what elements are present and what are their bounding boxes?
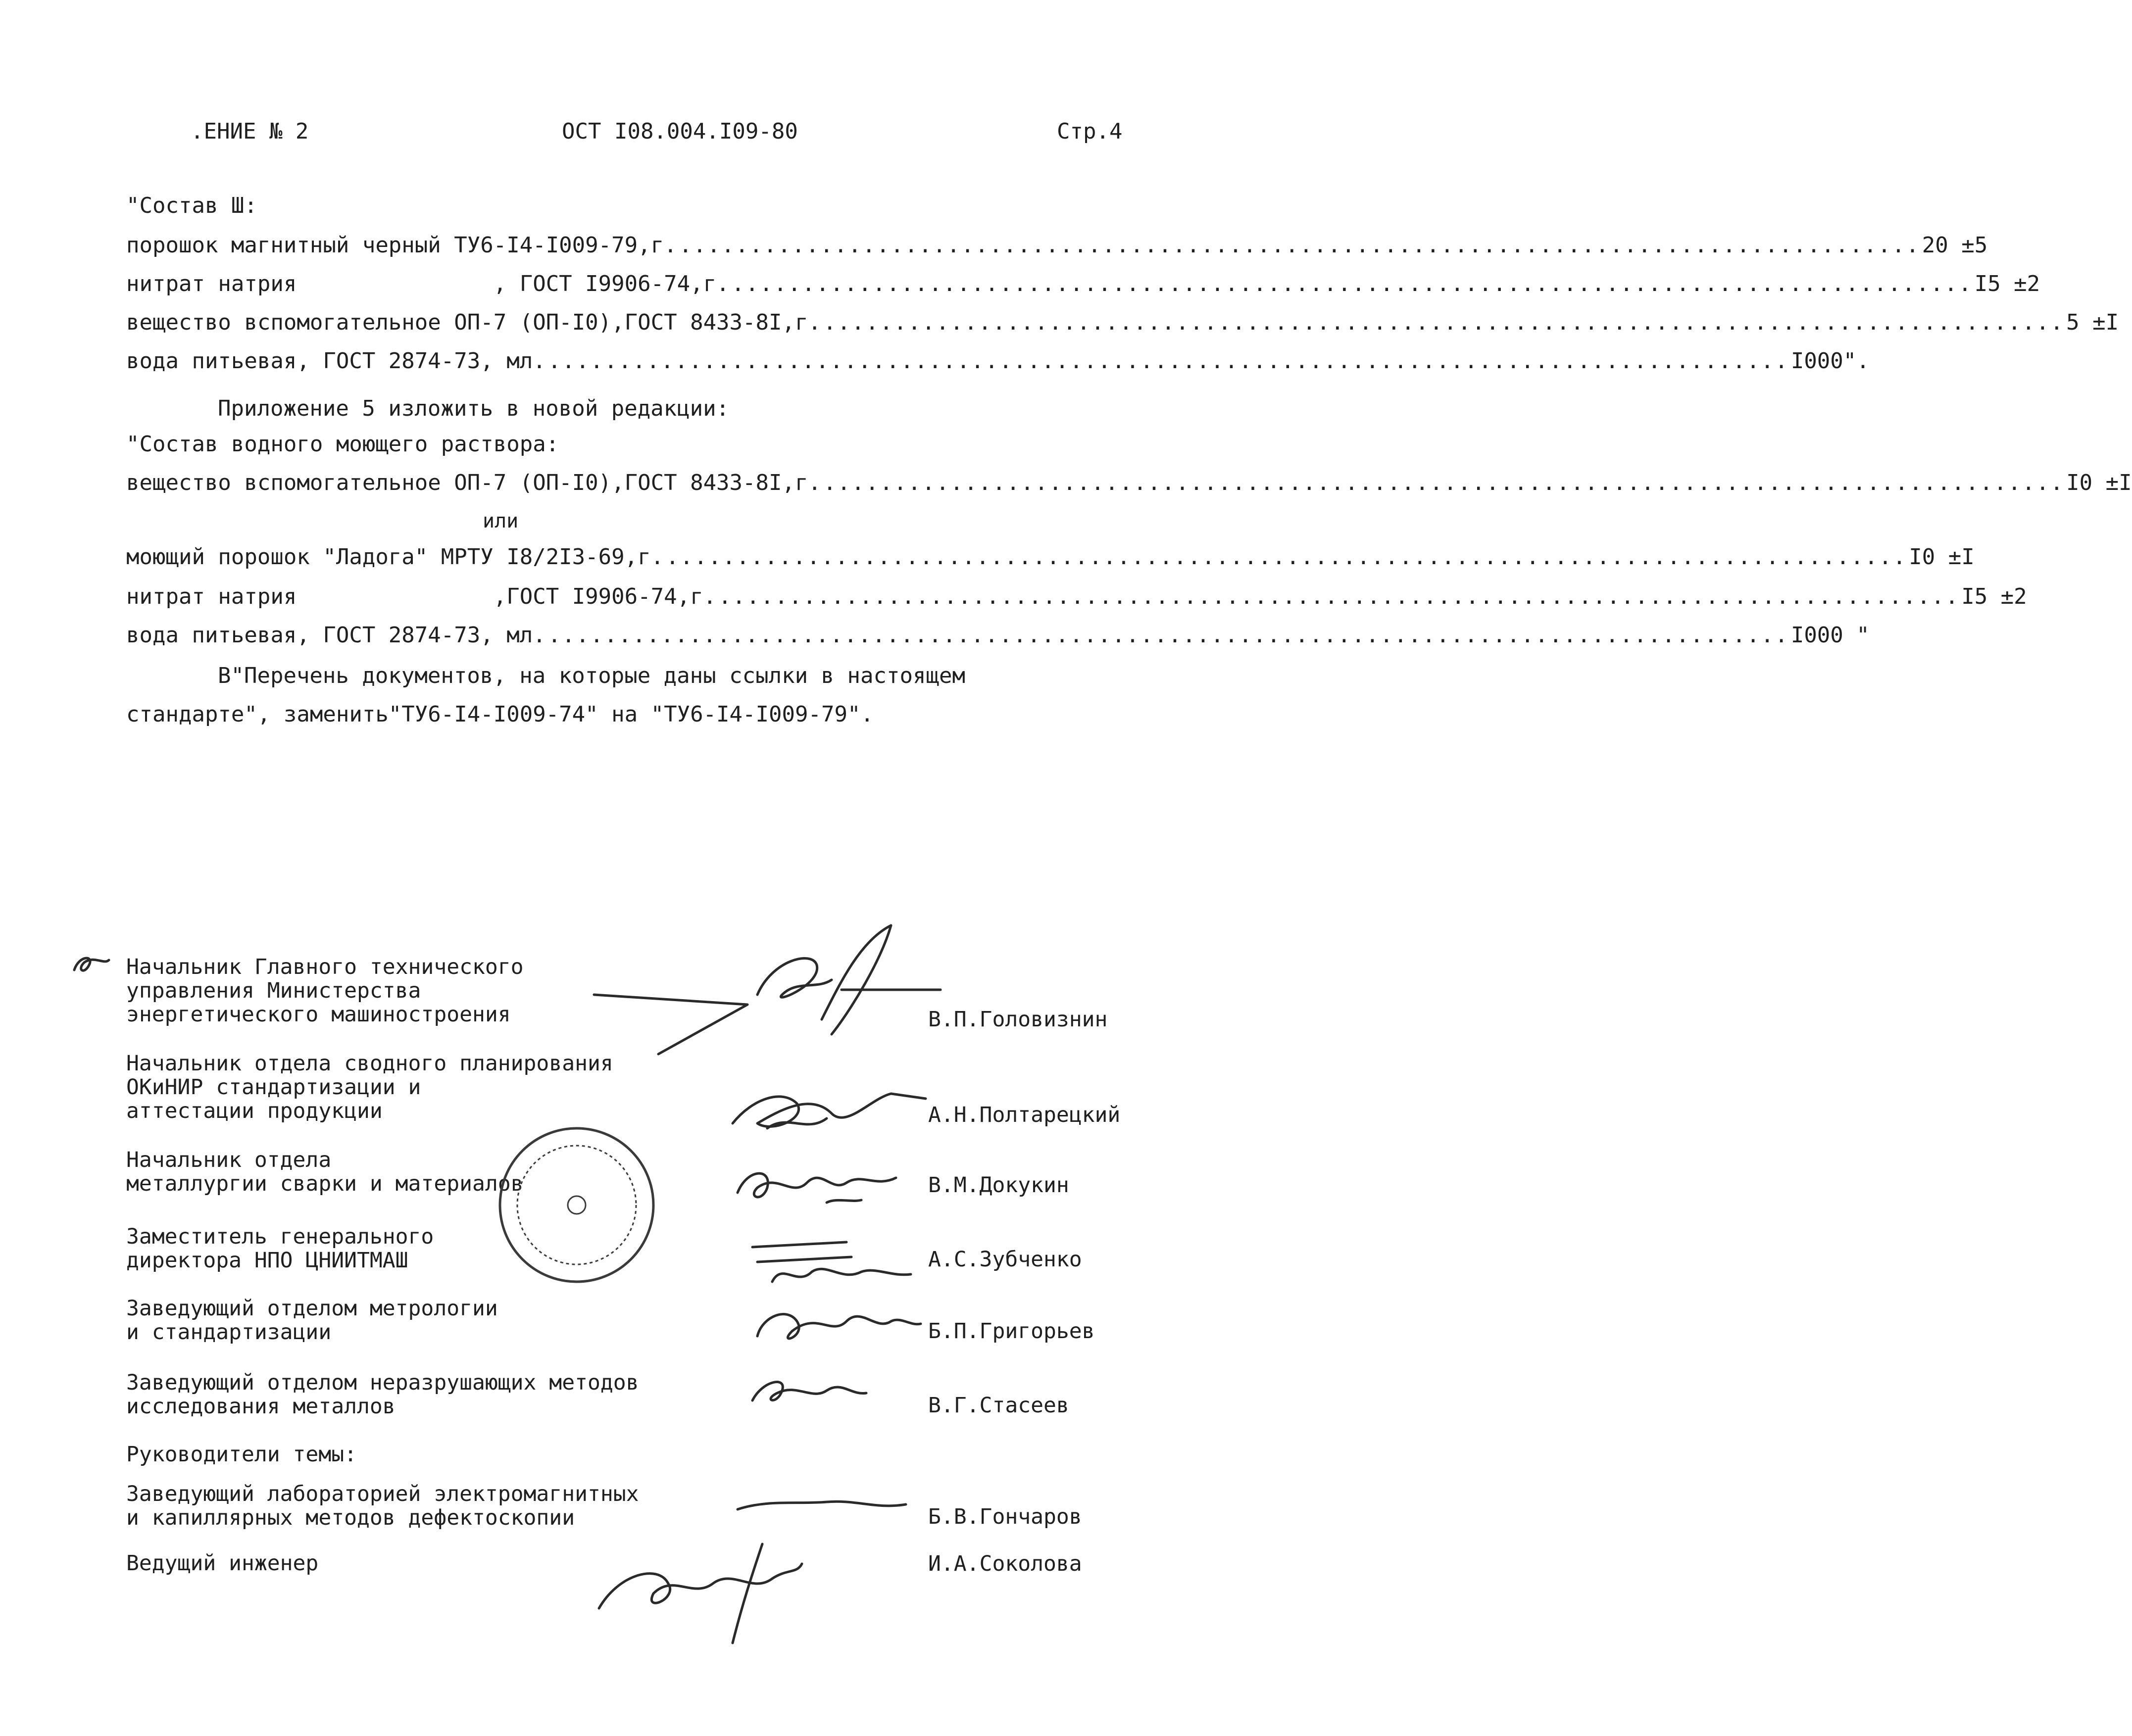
wash-row — [126, 470, 2132, 495]
signatory-title: Заместитель генерального директора НПО ЦНИИТМАШ — [126, 1224, 434, 1273]
signatory-name: В.Г.Стасеев — [928, 1393, 1069, 1418]
leader-dots: ........................................................................................ — [823, 470, 2065, 495]
leader-dots: ........................................................................................ — [679, 233, 1920, 258]
official-stamp — [495, 1123, 658, 1287]
page-number: Стр.4 — [1057, 119, 1123, 144]
signatory-title: Начальник отдела металлургии сварки и материалов — [126, 1148, 524, 1196]
wash-row — [126, 544, 1975, 570]
row-value: I000 " — [1790, 623, 1870, 648]
signatory-title: Заведующий отделом неразрушающих методов исследования металлов — [126, 1370, 639, 1419]
signature-6 — [743, 1366, 876, 1415]
composition-row — [126, 233, 1988, 258]
leader-dots: ........................................................................................ — [823, 310, 2065, 335]
signature-4 — [743, 1237, 931, 1292]
row-label: вещество вспомогательное ОП-7 (ОП-I0),ГОСТ 8433-8I,г. — [126, 470, 821, 495]
composition-heading: "Состав Ш: — [126, 193, 257, 218]
row-label: вещество вспомогательное ОП-7 (ОП-I0),ГОСТ 8433-8I,г. — [126, 310, 821, 335]
replacement-line-1: В"Перечень документов, на которые даны ссылки в настоящем — [218, 663, 965, 688]
signatory-title: Начальник Главного технического управления Министерства энергетического машиностроения — [126, 955, 524, 1027]
appendix-intro: Приложение 5 изложить в новой редакции: — [218, 396, 730, 421]
signatory-name: И.А.Соколова — [928, 1551, 1082, 1576]
row-value: I5 ±2 — [1961, 584, 2027, 609]
signatory-name: Б.В.Гончаров — [928, 1504, 1082, 1529]
leader-dots: ........................................................................................ — [718, 584, 1960, 609]
signatory-name: Б.П.Григорьев — [928, 1319, 1095, 1344]
signatory-title: Заведующий лабораторией электромагнитных и капиллярных методов дефектоскопии — [126, 1482, 639, 1530]
standard-code: ОСТ I08.004.I09-80 — [562, 119, 798, 144]
row-value: I0 ±I — [2066, 470, 2132, 495]
signature-1 — [584, 920, 931, 1059]
wash-row — [126, 623, 1870, 648]
leader-dots: ........................................................................................ — [666, 544, 1907, 570]
row-label: порошок магнитный черный ТУ6-I4-I009-79,г. — [126, 233, 677, 258]
row-value: 20 ±5 — [1922, 233, 1988, 258]
row-label: моющий порошок "Ладога" МРТУ I8/2I3-69,г. — [126, 544, 664, 570]
signatory-title: Начальник отдела сводного планирования ОКиНИР стандартизации и аттестации продукции — [126, 1051, 613, 1123]
row-value: I5 ±2 — [1974, 271, 2040, 296]
signatory-name: В.П.Головизнин — [928, 1007, 1108, 1032]
signature-5 — [743, 1297, 931, 1351]
row-label: вода питьевая, ГОСТ 2874-73, мл. — [126, 348, 546, 374]
signatory-name: А.Н.Полтарецкий — [928, 1103, 1121, 1127]
leader-dots: ........................................................................................ — [731, 271, 1973, 296]
replacement-line-2: стандарте", заменить"ТУ6-I4-I009-74" на "ТУ6-I4-I009-79". — [126, 702, 874, 727]
wash-row — [126, 584, 2027, 609]
signatory-title: Ведущий инженер — [126, 1551, 319, 1576]
signatory-title: Заведующий отделом метрологии и стандартизации — [126, 1296, 498, 1345]
wash-solution-heading: "Состав водного моющего раствора: — [126, 432, 559, 457]
row-label: вода питьевая, ГОСТ 2874-73, мл. — [126, 623, 546, 648]
or-word: или — [483, 510, 519, 532]
signature-8 — [584, 1544, 842, 1643]
signature-3 — [728, 1158, 921, 1217]
row-value: I0 ±I — [1909, 544, 1975, 570]
leader-dots: ........................................................................................ — [547, 623, 1789, 648]
amendment-number: .ЕНИЕ № 2 — [191, 119, 309, 144]
signature-2 — [723, 1079, 931, 1148]
row-label: нитрат натрия , ГОСТ I9906-74,г. — [126, 271, 730, 296]
composition-row — [126, 271, 2040, 296]
row-value: I000". — [1790, 348, 1870, 374]
composition-row — [126, 310, 2119, 335]
composition-row — [126, 348, 1870, 374]
margin-initials — [69, 950, 114, 980]
leader-dots: ........................................................................................ — [547, 348, 1789, 374]
signatory-name: А.С.Зубченко — [928, 1247, 1082, 1272]
row-value: 5 ±I — [2066, 310, 2119, 335]
row-label: нитрат натрия ,ГОСТ I9906-74,г. — [126, 584, 717, 609]
signature-7 — [728, 1490, 916, 1524]
signatory-name: В.М.Докукин — [928, 1173, 1069, 1198]
theme-leaders-heading: Руководители темы: — [126, 1442, 357, 1467]
